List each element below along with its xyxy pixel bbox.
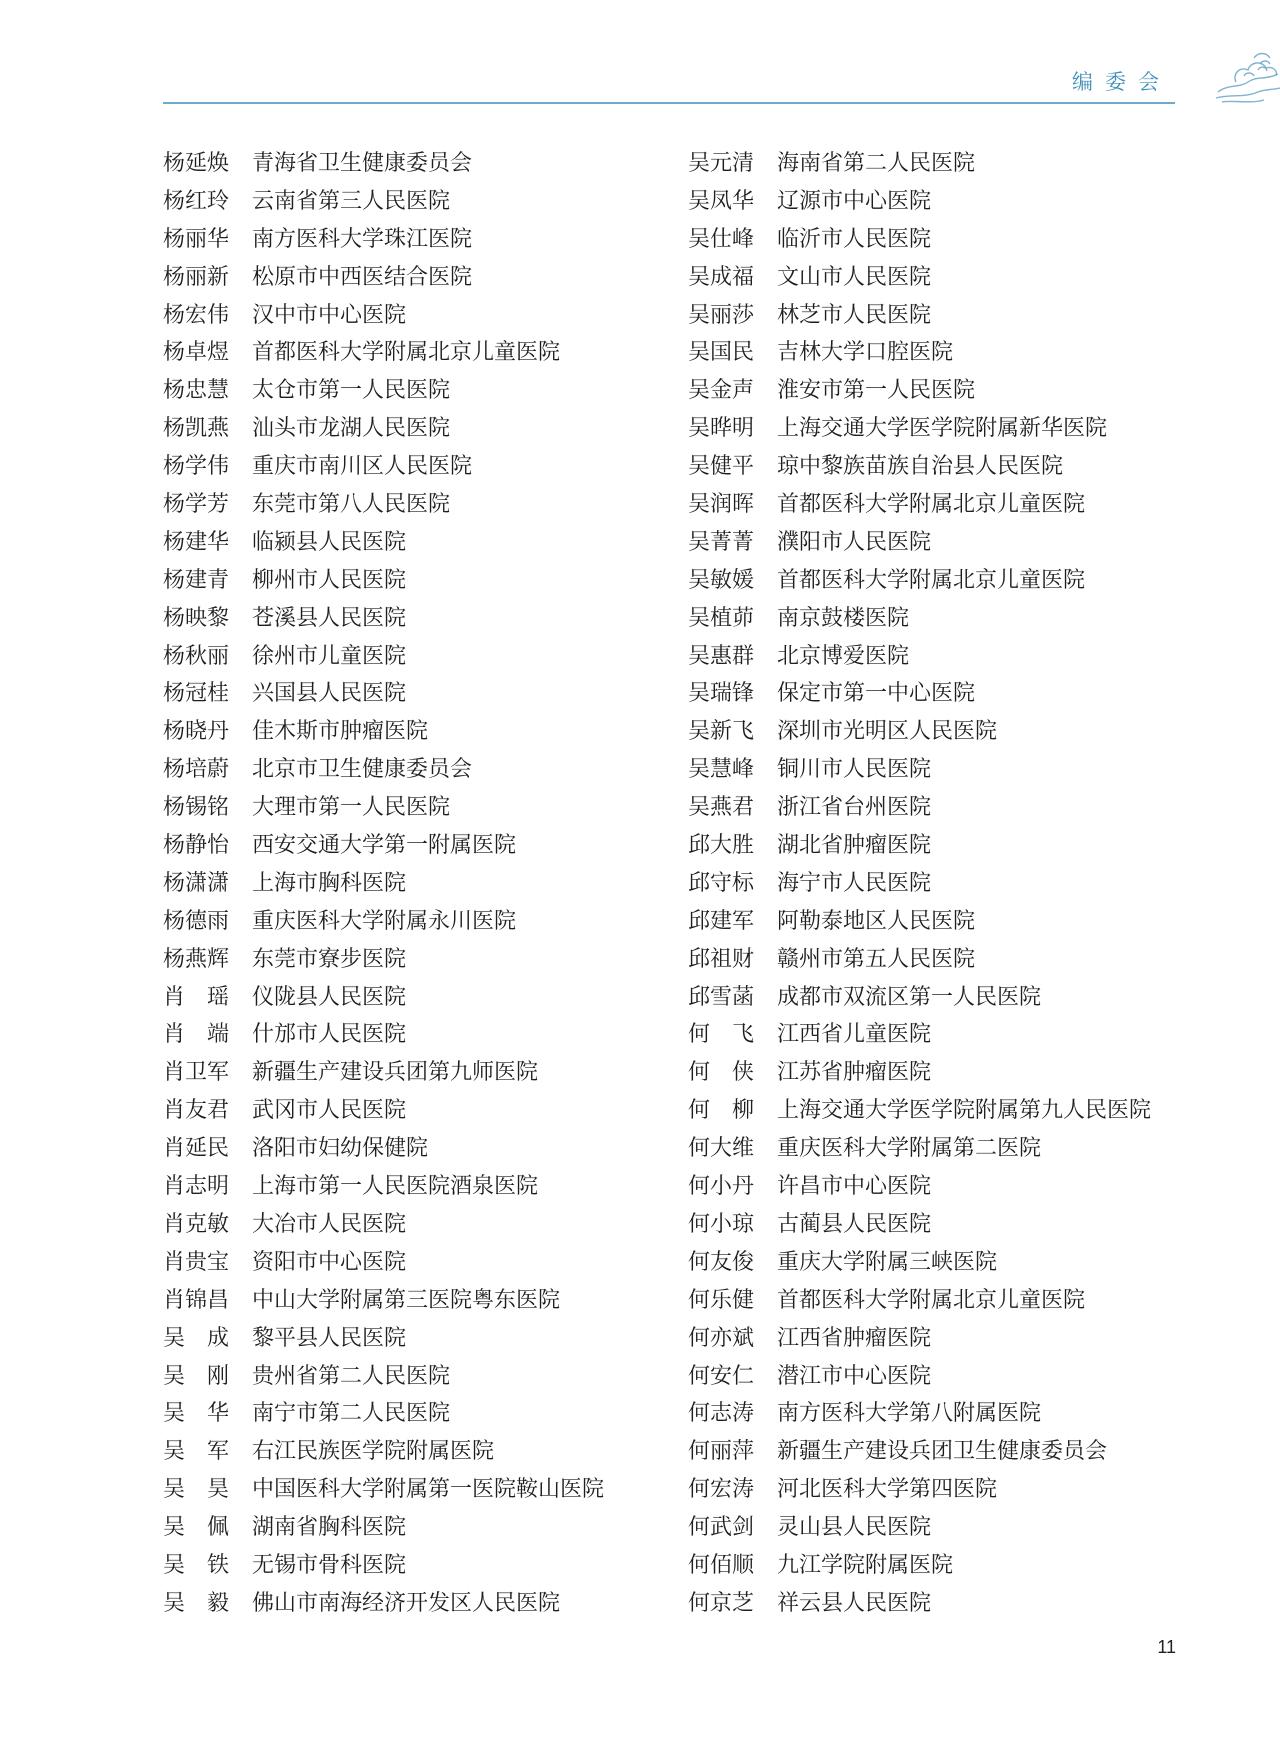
member-organization: 江苏省肿瘤医院: [777, 1060, 932, 1086]
member-name: 杨燕辉: [163, 946, 230, 972]
member-name: 肖端: [163, 1022, 252, 1048]
member-organization: 成都市双流区第一人民医院: [777, 984, 1042, 1010]
member-name: 吴慧峰: [688, 757, 755, 783]
list-item: [688, 145, 1151, 183]
member-name: 杨晓丹: [163, 719, 230, 745]
list-item: [688, 675, 1151, 713]
list-item: [688, 524, 1151, 562]
list-item: [163, 562, 604, 600]
member-organization: 新疆生产建设兵团卫生健康委员会: [777, 1439, 1108, 1465]
list-item: [688, 410, 1151, 448]
member-name: 吴金声: [688, 378, 755, 404]
member-organization: 仪陇县人民医院: [252, 984, 407, 1010]
member-name: 肖卫军: [163, 1060, 230, 1086]
list-item: [688, 1585, 1151, 1623]
list-item: [688, 1168, 1151, 1206]
list-item: [688, 1433, 1151, 1471]
member-name: 肖瑶: [163, 984, 252, 1010]
member-organization: 江西省肿瘤医院: [777, 1325, 932, 1351]
member-name: 肖克敏: [163, 1211, 230, 1237]
list-item: [688, 1358, 1151, 1396]
list-item: [688, 221, 1151, 259]
list-item: [688, 1282, 1151, 1320]
member-organization: 首都医科大学附属北京儿童医院: [777, 1287, 1086, 1313]
member-name: 杨建华: [163, 529, 230, 555]
member-name: 何武剑: [688, 1515, 755, 1541]
member-organization: 海宁市人民医院: [777, 870, 932, 896]
list-item: [163, 789, 604, 827]
list-item: [688, 979, 1151, 1017]
list-item: [163, 1395, 604, 1433]
list-item: [163, 827, 604, 865]
member-organization: 松原市中西医结合医院: [252, 264, 473, 290]
member-name: 吴菁菁: [688, 529, 755, 555]
list-item: [688, 1206, 1151, 1244]
member-organization: 阿勒泰地区人民医院: [777, 908, 976, 934]
member-name: 肖贵宝: [163, 1249, 230, 1275]
member-name: 杨映黎: [163, 605, 230, 631]
member-organization: 新疆生产建设兵团第九师医院: [252, 1060, 539, 1086]
member-organization: 贵州省第二人民医院: [252, 1363, 451, 1389]
member-name: 杨宏伟: [163, 302, 230, 328]
member-organization: 琼中黎族苗族自治县人民医院: [777, 454, 1064, 480]
member-organization: 南宁市第二人民医院: [252, 1401, 451, 1427]
member-name: 杨忠慧: [163, 378, 230, 404]
member-organization: 重庆医科大学附属第二医院: [777, 1136, 1042, 1162]
member-name: 吴瑞锋: [688, 681, 755, 707]
list-item: [688, 713, 1151, 751]
member-organization: 中山大学附属第三医院粤东医院: [252, 1287, 561, 1313]
member-organization: 江西省儿童医院: [777, 1022, 932, 1048]
list-item: [688, 1395, 1151, 1433]
member-name: 肖锦昌: [163, 1287, 230, 1313]
left-column: [163, 145, 604, 1623]
member-organization: 黎平县人民医院: [252, 1325, 407, 1351]
list-item: [163, 979, 604, 1017]
member-name: 何侠: [688, 1060, 777, 1086]
member-organization: 太仓市第一人民医院: [252, 378, 451, 404]
member-organization: 河北医科大学第四医院: [777, 1477, 998, 1503]
list-item: [163, 372, 604, 410]
member-name: 吴晔明: [688, 416, 755, 442]
member-name: 杨凯燕: [163, 416, 230, 442]
list-item: [163, 1585, 604, 1623]
list-item: [163, 903, 604, 941]
member-name: 吴新飞: [688, 719, 755, 745]
member-organization: 东莞市寮步医院: [252, 946, 407, 972]
member-organization: 临颍县人民医院: [252, 529, 407, 555]
list-item: [163, 941, 604, 979]
member-name: 吴丽莎: [688, 302, 755, 328]
member-name: 吴惠群: [688, 643, 755, 669]
list-item: [163, 638, 604, 676]
member-name: 肖友君: [163, 1098, 230, 1124]
list-item: [688, 1244, 1151, 1282]
member-name: 何大维: [688, 1136, 755, 1162]
list-item: [688, 1092, 1151, 1130]
member-organization: 铜川市人民医院: [777, 757, 932, 783]
member-name: 杨红玲: [163, 188, 230, 214]
member-organization: 大冶市人民医院: [252, 1211, 407, 1237]
list-item: [688, 334, 1151, 372]
member-name: 邱守标: [688, 870, 755, 896]
member-name: 吴成福: [688, 264, 755, 290]
member-organization: 辽源市中心医院: [777, 188, 932, 214]
member-organization: 海南省第二人民医院: [777, 151, 976, 176]
member-name: 何飞: [688, 1022, 777, 1048]
list-item: [163, 1054, 604, 1092]
member-organization: 上海市胸科医院: [252, 870, 407, 896]
list-item: [163, 1130, 604, 1168]
member-name: 邱祖财: [688, 946, 755, 972]
member-organization: 北京市卫生健康委员会: [252, 757, 473, 783]
member-organization: 大理市第一人民医院: [252, 795, 451, 821]
member-name: 何友俊: [688, 1249, 755, 1275]
member-organization: 赣州市第五人民医院: [777, 946, 976, 972]
list-item: [163, 486, 604, 524]
member-organization: 无锡市骨科医院: [252, 1552, 407, 1578]
list-item: [688, 1320, 1151, 1358]
list-item: [163, 1282, 604, 1320]
member-name: 杨静怡: [163, 833, 230, 859]
member-organization: 兴国县人民医院: [252, 681, 407, 707]
member-name: 吴仕峰: [688, 226, 755, 252]
member-name: 何亦斌: [688, 1325, 755, 1351]
list-item: [688, 1054, 1151, 1092]
list-item: [163, 297, 604, 335]
member-name: 吴昊: [163, 1477, 252, 1503]
list-item: [163, 1168, 604, 1206]
member-organization: 北京博爱医院: [777, 643, 910, 669]
member-name: 何丽萍: [688, 1439, 755, 1465]
member-organization: 首都医科大学附属北京儿童医院: [777, 492, 1086, 518]
member-name: 吴成: [163, 1325, 252, 1351]
member-name: 邱雪菡: [688, 984, 755, 1010]
member-name: 肖志明: [163, 1174, 230, 1200]
list-item: [163, 600, 604, 638]
member-name: 杨学芳: [163, 492, 230, 518]
list-item: [163, 1358, 604, 1396]
member-organization: 林芝市人民医院: [777, 302, 932, 328]
list-item: [163, 1547, 604, 1585]
member-name: 杨德雨: [163, 908, 230, 934]
list-item: [163, 410, 604, 448]
list-item: [688, 486, 1151, 524]
list-item: [163, 1092, 604, 1130]
member-name: 何京芝: [688, 1590, 755, 1616]
member-name: 何柳: [688, 1098, 777, 1124]
list-item: [163, 1016, 604, 1054]
list-item: [163, 1433, 604, 1471]
member-name: 杨冠桂: [163, 681, 230, 707]
member-name: 何佰顺: [688, 1552, 755, 1578]
member-organization: 什邡市人民医院: [252, 1022, 407, 1048]
member-organization: 保定市第一中心医院: [777, 681, 976, 707]
list-item: [163, 259, 604, 297]
member-name: 吴佩: [163, 1515, 252, 1541]
member-name: 邱建军: [688, 908, 755, 934]
member-organization: 许昌市中心医院: [777, 1174, 932, 1200]
list-item: [688, 1509, 1151, 1547]
member-name: 何乐健: [688, 1287, 755, 1313]
member-name: 吴铁: [163, 1552, 252, 1578]
list-item: [163, 524, 604, 562]
member-name: 何小琼: [688, 1211, 755, 1237]
member-name: 杨建青: [163, 567, 230, 593]
member-organization: 文山市人民医院: [777, 264, 932, 290]
member-name: 吴元清: [688, 151, 755, 176]
list-item: [163, 1244, 604, 1282]
member-name: 杨秋丽: [163, 643, 230, 669]
member-organization: 东莞市第八人民医院: [252, 492, 451, 518]
member-organization: 南方医科大学珠江医院: [252, 226, 473, 252]
member-organization: 湖北省肿瘤医院: [777, 833, 932, 859]
member-name: 杨卓煜: [163, 340, 230, 366]
member-organization: 浙江省台州医院: [777, 795, 932, 821]
list-item: [163, 183, 604, 221]
member-name: 吴植茆: [688, 605, 755, 631]
list-item: [163, 1509, 604, 1547]
member-organization: 湖南省胸科医院: [252, 1515, 407, 1541]
list-item: [688, 297, 1151, 335]
member-organization: 中国医科大学附属第一医院鞍山医院: [252, 1477, 605, 1503]
member-organization: 重庆医科大学附属永川医院: [252, 908, 517, 934]
list-item: [163, 334, 604, 372]
list-item: [163, 1471, 604, 1509]
member-name: 邱大胜: [688, 833, 755, 859]
member-name: 吴燕君: [688, 795, 755, 821]
member-name: 吴国民: [688, 340, 755, 366]
member-organization: 九江学院附属医院: [777, 1552, 954, 1578]
member-name: 杨丽新: [163, 264, 230, 290]
member-name: 何志涛: [688, 1401, 755, 1427]
member-organization: 洛阳市妇幼保健院: [252, 1136, 429, 1162]
member-organization: 上海交通大学医学院附属第九人民医院: [777, 1098, 1152, 1124]
member-organization: 南方医科大学第八附属医院: [777, 1401, 1042, 1427]
member-organization: 祥云县人民医院: [777, 1590, 932, 1616]
member-organization: 西安交通大学第一附属医院: [252, 833, 517, 859]
list-item: [163, 1320, 604, 1358]
member-organization: 临沂市人民医院: [777, 226, 932, 252]
list-item: [163, 713, 604, 751]
member-name: 杨培蔚: [163, 757, 230, 783]
list-item: [163, 448, 604, 486]
list-item: [688, 448, 1151, 486]
list-item: [688, 751, 1151, 789]
member-name: 吴凤华: [688, 188, 755, 214]
list-item: [688, 1130, 1151, 1168]
member-organization: 青海省卫生健康委员会: [252, 151, 473, 176]
member-organization: 古蔺县人民医院: [777, 1211, 932, 1237]
member-name: 何安仁: [688, 1363, 755, 1389]
list-item: [163, 1206, 604, 1244]
member-organization: 潜江市中心医院: [777, 1363, 932, 1389]
member-organization: 柳州市人民医院: [252, 567, 407, 593]
member-organization: 首都医科大学附属北京儿童医院: [252, 340, 561, 366]
right-column: [688, 145, 1151, 1623]
list-item: [163, 221, 604, 259]
member-organization: 重庆大学附属三峡医院: [777, 1249, 998, 1275]
member-name: 何小丹: [688, 1174, 755, 1200]
member-name: 吴华: [163, 1401, 252, 1427]
cloud-ornament-icon: [1214, 44, 1280, 106]
list-item: [688, 903, 1151, 941]
member-organization: 淮安市第一人民医院: [777, 378, 976, 404]
member-organization: 佳木斯市肿瘤医院: [252, 719, 429, 745]
list-item: [688, 789, 1151, 827]
member-name: 吴刚: [163, 1363, 252, 1389]
member-name: 吴军: [163, 1439, 252, 1465]
member-organization: 濮阳市人民医院: [777, 529, 932, 555]
list-item: [163, 865, 604, 903]
list-item: [688, 827, 1151, 865]
member-organization: 武冈市人民医院: [252, 1098, 407, 1124]
member-name: 杨锡铭: [163, 795, 230, 821]
list-item: [688, 1471, 1151, 1509]
member-organization: 首都医科大学附属北京儿童医院: [777, 567, 1086, 593]
member-organization: 汉中市中心医院: [252, 302, 407, 328]
list-item: [688, 865, 1151, 903]
member-organization: 苍溪县人民医院: [252, 605, 407, 631]
member-organization: 佛山市南海经济开发区人民医院: [252, 1590, 561, 1616]
member-organization: 右江民族医学院附属医院: [252, 1439, 495, 1465]
member-name: 杨学伟: [163, 454, 230, 480]
member-organization: 灵山县人民医院: [777, 1515, 932, 1541]
member-organization: 云南省第三人民医院: [252, 188, 451, 214]
member-name: 肖延民: [163, 1136, 230, 1162]
member-organization: 重庆市南川区人民医院: [252, 454, 473, 480]
list-item: [688, 259, 1151, 297]
member-name: 吴敏媛: [688, 567, 755, 593]
member-name: 何宏涛: [688, 1477, 755, 1503]
member-organization: 深圳市光明区人民医院: [777, 719, 998, 745]
member-name: 杨丽华: [163, 226, 230, 252]
list-item: [163, 145, 604, 183]
member-name: 杨潇潇: [163, 870, 230, 896]
member-name: 杨延焕: [163, 151, 230, 176]
list-item: [688, 941, 1151, 979]
list-item: [688, 1016, 1151, 1054]
page-number: 11: [1157, 1637, 1176, 1657]
member-organization: 资阳市中心医院: [252, 1249, 407, 1275]
header-title: 编委会: [1072, 70, 1171, 94]
list-item: [163, 675, 604, 713]
list-item: [688, 600, 1151, 638]
member-organization: 上海交通大学医学院附属新华医院: [777, 416, 1108, 442]
member-name: 吴健平: [688, 454, 755, 480]
member-organization: 上海市第一人民医院酒泉医院: [252, 1174, 539, 1200]
member-organization: 吉林大学口腔医院: [777, 340, 954, 366]
list-item: [688, 372, 1151, 410]
list-item: [163, 751, 604, 789]
member-organization: 南京鼓楼医院: [777, 605, 910, 631]
member-name: 吴毅: [163, 1590, 252, 1616]
list-item: [688, 638, 1151, 676]
list-item: [688, 562, 1151, 600]
member-organization: 汕头市龙湖人民医院: [252, 416, 451, 442]
member-name: 吴润晖: [688, 492, 755, 518]
list-item: [688, 183, 1151, 221]
list-item: [688, 1547, 1151, 1585]
header-rule: [163, 102, 1175, 104]
member-organization: 徐州市儿童医院: [252, 643, 407, 669]
